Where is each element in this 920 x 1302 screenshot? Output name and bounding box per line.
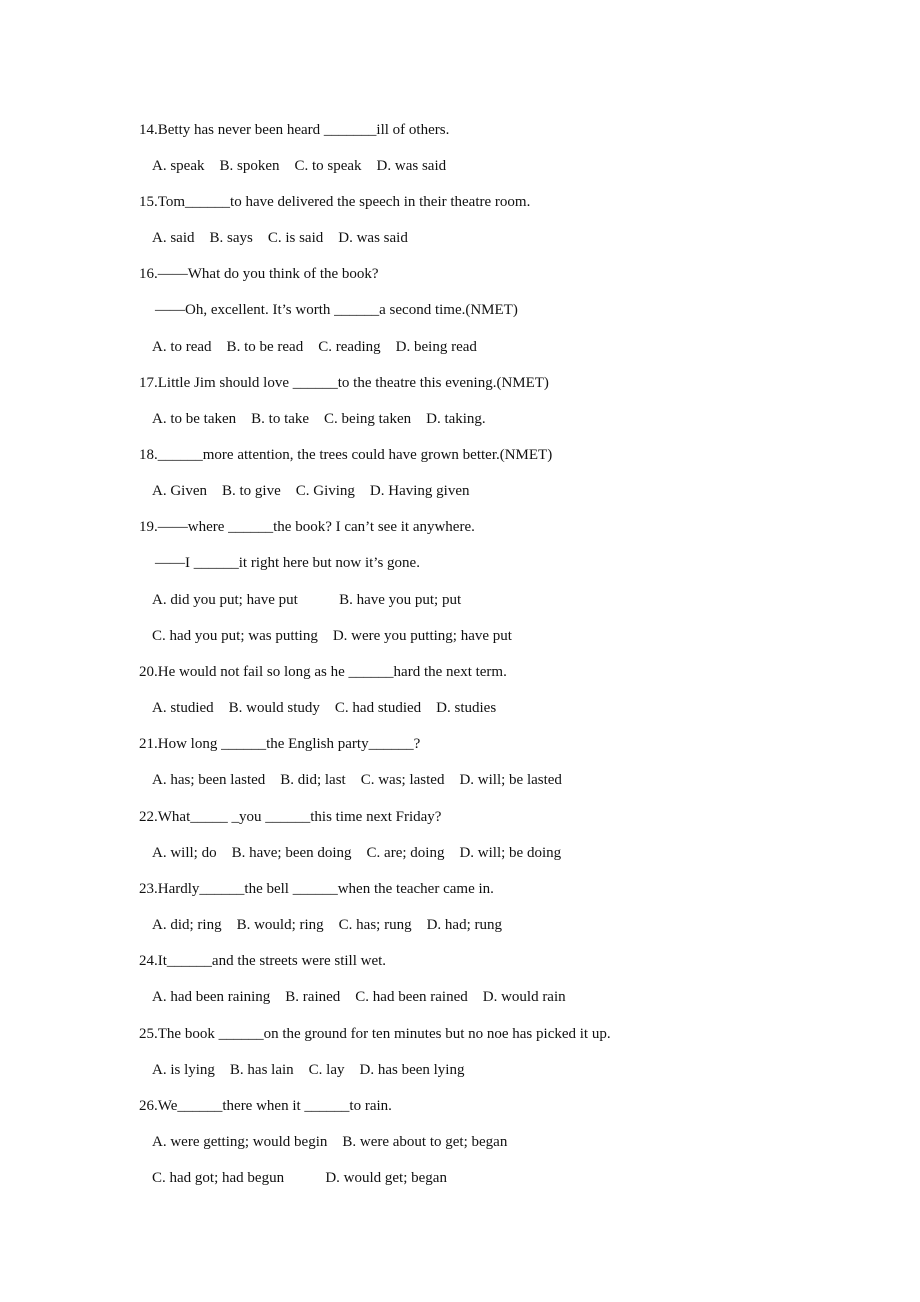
question-15: 15.Tom______to have delivered the speech in their theatre room. [139, 194, 531, 210]
options-22: A. will; do B. have; been doing C. are; doing D. will; be doing [152, 845, 562, 861]
options-21: A. has; been lasted B. did; last C. was; lasted D. will; be lasted [152, 772, 562, 788]
options-17: A. to be taken B. to take C. being taken D. taking. [152, 411, 486, 427]
options-19-cd: C. had you put; was putting D. were you putting; have put [152, 628, 512, 644]
question-16-reply: ——Oh, excellent. It’s worth ______a second time.(NMET) [155, 302, 518, 318]
options-14: A. speak B. spoken C. to speak D. was said [152, 158, 447, 174]
question-25: 25.The book ______on the ground for ten minutes but no noe has picked it up. [139, 1026, 611, 1042]
question-20: 20.He would not fail so long as he ______hard the next term. [139, 664, 507, 680]
question-16: 16.——What do you think of the book? [139, 266, 379, 282]
options-19-ab: A. did you put; have put B. have you put; put [152, 592, 462, 608]
options-16: A. to read B. to be read C. reading D. being read [152, 339, 477, 355]
options-25: A. is lying B. has lain C. lay D. has been lying [152, 1062, 465, 1078]
question-19-reply: ——I ______it right here but now it’s gone. [155, 555, 420, 571]
options-18: A. Given B. to give C. Giving D. Having given [152, 483, 470, 499]
options-23: A. did; ring B. would; ring C. has; rung D. had; rung [152, 917, 502, 933]
question-24: 24.It______and the streets were still wet. [139, 953, 387, 969]
question-23: 23.Hardly______the bell ______when the teacher came in. [139, 881, 494, 897]
question-18: 18.______more attention, the trees could have grown better.(NMET) [139, 447, 553, 463]
options-20: A. studied B. would study C. had studied D. studies [152, 700, 497, 716]
question-26: 26.We______there when it ______to rain. [139, 1098, 392, 1114]
options-24: A. had been raining B. rained C. had been rained D. would rain [152, 989, 566, 1005]
question-19: 19.——where ______the book? I can’t see it anywhere. [139, 519, 475, 535]
question-14: 14.Betty has never been heard _______ill of others. [139, 122, 450, 138]
question-22: 22.What_____ _you ______this time next Friday? [139, 809, 442, 825]
options-26-ab: A. were getting; would begin B. were about to get; began [152, 1134, 508, 1150]
question-17: 17.Little Jim should love ______to the theatre this evening.(NMET) [139, 375, 549, 391]
question-21: 21.How long ______the English party______? [139, 736, 421, 752]
options-15: A. said B. says C. is said D. was said [152, 230, 408, 246]
options-26-cd: C. had got; had begun D. would get; began [152, 1170, 447, 1186]
